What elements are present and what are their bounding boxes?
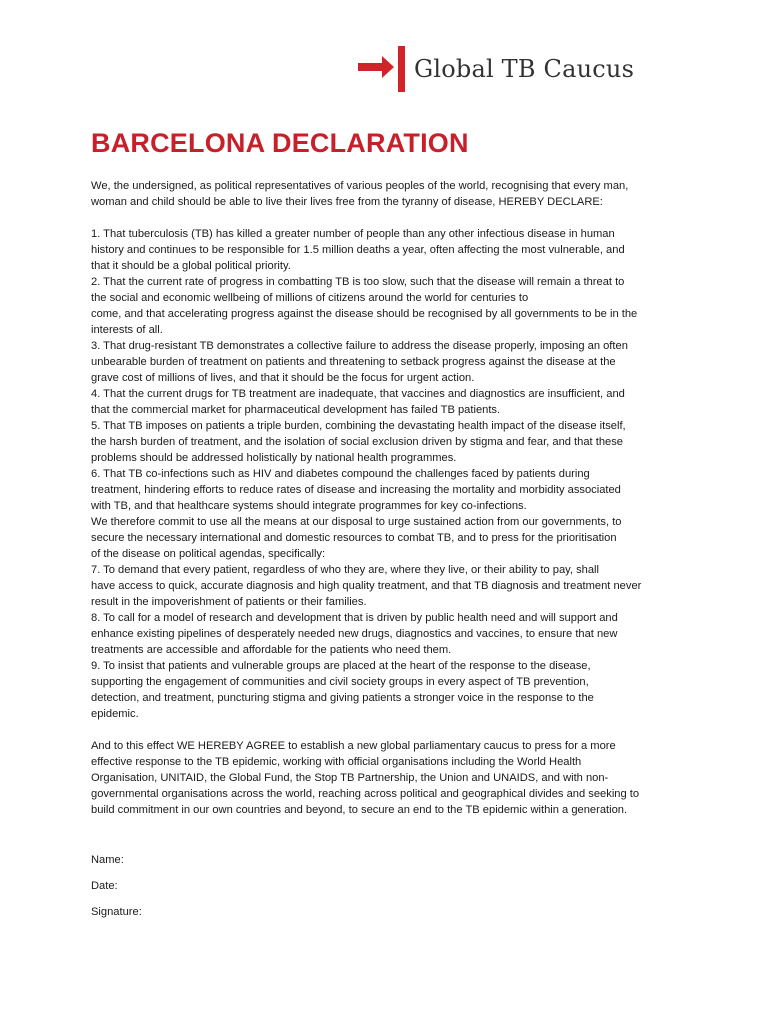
point-line: We therefore commit to use all the means at our disposal to urge sustained action from our governments, to xyxy=(91,516,622,528)
point-line: grave cost of millions of lives, and that it should be the focus for urgent action. xyxy=(91,372,475,384)
declaration-points xyxy=(91,226,687,722)
point-line: 1. That tuberculosis (TB) has killed a greater number of people than any other infectious disease in human xyxy=(91,228,615,240)
point-line: that the commercial market for pharmaceutical development has failed TB patients. xyxy=(91,404,501,416)
point-line: treatments are accessible and affordable for the patients who need them. xyxy=(91,644,452,656)
point-line: enhance existing pipelines of desperately needed new drugs, diagnostics and vaccines, to ensure that new xyxy=(91,628,618,640)
point-line: supporting the engagement of communities and civil society groups in every aspect of TB prevention, xyxy=(91,676,589,688)
arrow-into-bar-icon xyxy=(358,46,408,92)
agreement-line: Organisation, UNITAID, the Global Fund, the Stop TB Partnership, the Union and UNAIDS, and with non- xyxy=(91,772,609,784)
agreement-line: And to this effect WE HEREBY AGREE to establish a new global parliamentary caucus to press for a more xyxy=(91,740,616,752)
date-label: Date: xyxy=(91,880,118,892)
point-line: 8. To call for a model of research and development that is driven by public health need and will support and xyxy=(91,612,618,624)
agreement-line: build commitment in our own countries and beyond, to secure an end to the TB epidemic within a generation. xyxy=(91,804,628,816)
point-line: the harsh burden of treatment, and the isolation of social exclusion driven by stigma and fear, and that these xyxy=(91,436,623,448)
agreement xyxy=(91,738,687,818)
name-label: Name: xyxy=(91,854,124,866)
point-line: 3. That drug-resistant TB demonstrates a collective failure to address the disease properly, imposing an often xyxy=(91,340,628,352)
point-line: 9. To insist that patients and vulnerable groups are placed at the heart of the response to the disease, xyxy=(91,660,591,672)
point-line: result in the impoverishment of patients or their families. xyxy=(91,596,367,608)
point-line: history and continues to be responsible for 1.5 million deaths a year, often affecting the most vulnerable, and xyxy=(91,244,625,256)
point-line: interests of all. xyxy=(91,324,163,336)
agreement-line: effective response to the TB epidemic, working with official organisations including the World Health xyxy=(91,756,582,768)
point-line: unbearable burden of treatment on patients and threatening to setback progress against the disease at the xyxy=(91,356,616,368)
point-line: that it should be a global political priority. xyxy=(91,260,291,272)
intro-line: We, the undersigned, as political representatives of various peoples of the world, recognising that every man, xyxy=(91,180,629,192)
logo xyxy=(358,46,634,92)
point-line: come, and that accelerating progress against the disease should be recognised by all governments to be in the xyxy=(91,308,638,320)
agreement-line: governmental organisations across the world, reaching across political and geographical divides and seeking to xyxy=(91,788,640,800)
logo-text: Global TB Caucus xyxy=(414,55,635,83)
point-line: have access to quick, accurate diagnosis and high quality treatment, and that TB diagnosis and treatment never xyxy=(91,580,642,592)
point-line: with TB, and that healthcare systems should integrate programmes for key co-infections. xyxy=(91,500,527,512)
point-line: of the disease on political agendas, specifically: xyxy=(91,548,326,560)
point-line: 7. To demand that every patient, regardless of who they are, where they live, or their ability to pay, shall xyxy=(91,564,599,576)
point-line: epidemic. xyxy=(91,708,139,720)
point-line: detection, and treatment, puncturing stigma and giving patients a stronger voice in the response to the xyxy=(91,692,594,704)
point-line: 2. That the current rate of progress in combatting TB is too slow, such that the disease will remain a threat to xyxy=(91,276,625,288)
point-line: 6. That TB co-infections such as HIV and diabetes compound the challenges faced by patients during xyxy=(91,468,590,480)
point-line: 4. That the current drugs for TB treatment are inadequate, that vaccines and diagnostics are insufficient, and xyxy=(91,388,625,400)
point-line: problems should be addressed holistically by national health programmes. xyxy=(91,452,457,464)
point-line: secure the necessary international and domestic resources to combat TB, and to press for the prioritisation xyxy=(91,532,617,544)
point-line: the social and economic wellbeing of millions of citizens around the world for centuries to xyxy=(91,292,529,304)
point-line: treatment, hindering efforts to reduce rates of disease and increasing the mortality and morbidity associated xyxy=(91,484,621,496)
point-line: 5. That TB imposes on patients a triple burden, combining the devastating health impact of the disease itself, xyxy=(91,420,626,432)
intro-line: woman and child should be able to live their lives free from the tyranny of disease, HEREBY DECLARE: xyxy=(91,196,603,208)
page-title: BARCELONA DECLARATION xyxy=(91,128,469,158)
declaration-body xyxy=(91,178,687,818)
signature-label: Signature: xyxy=(91,906,142,918)
intro xyxy=(91,178,687,210)
